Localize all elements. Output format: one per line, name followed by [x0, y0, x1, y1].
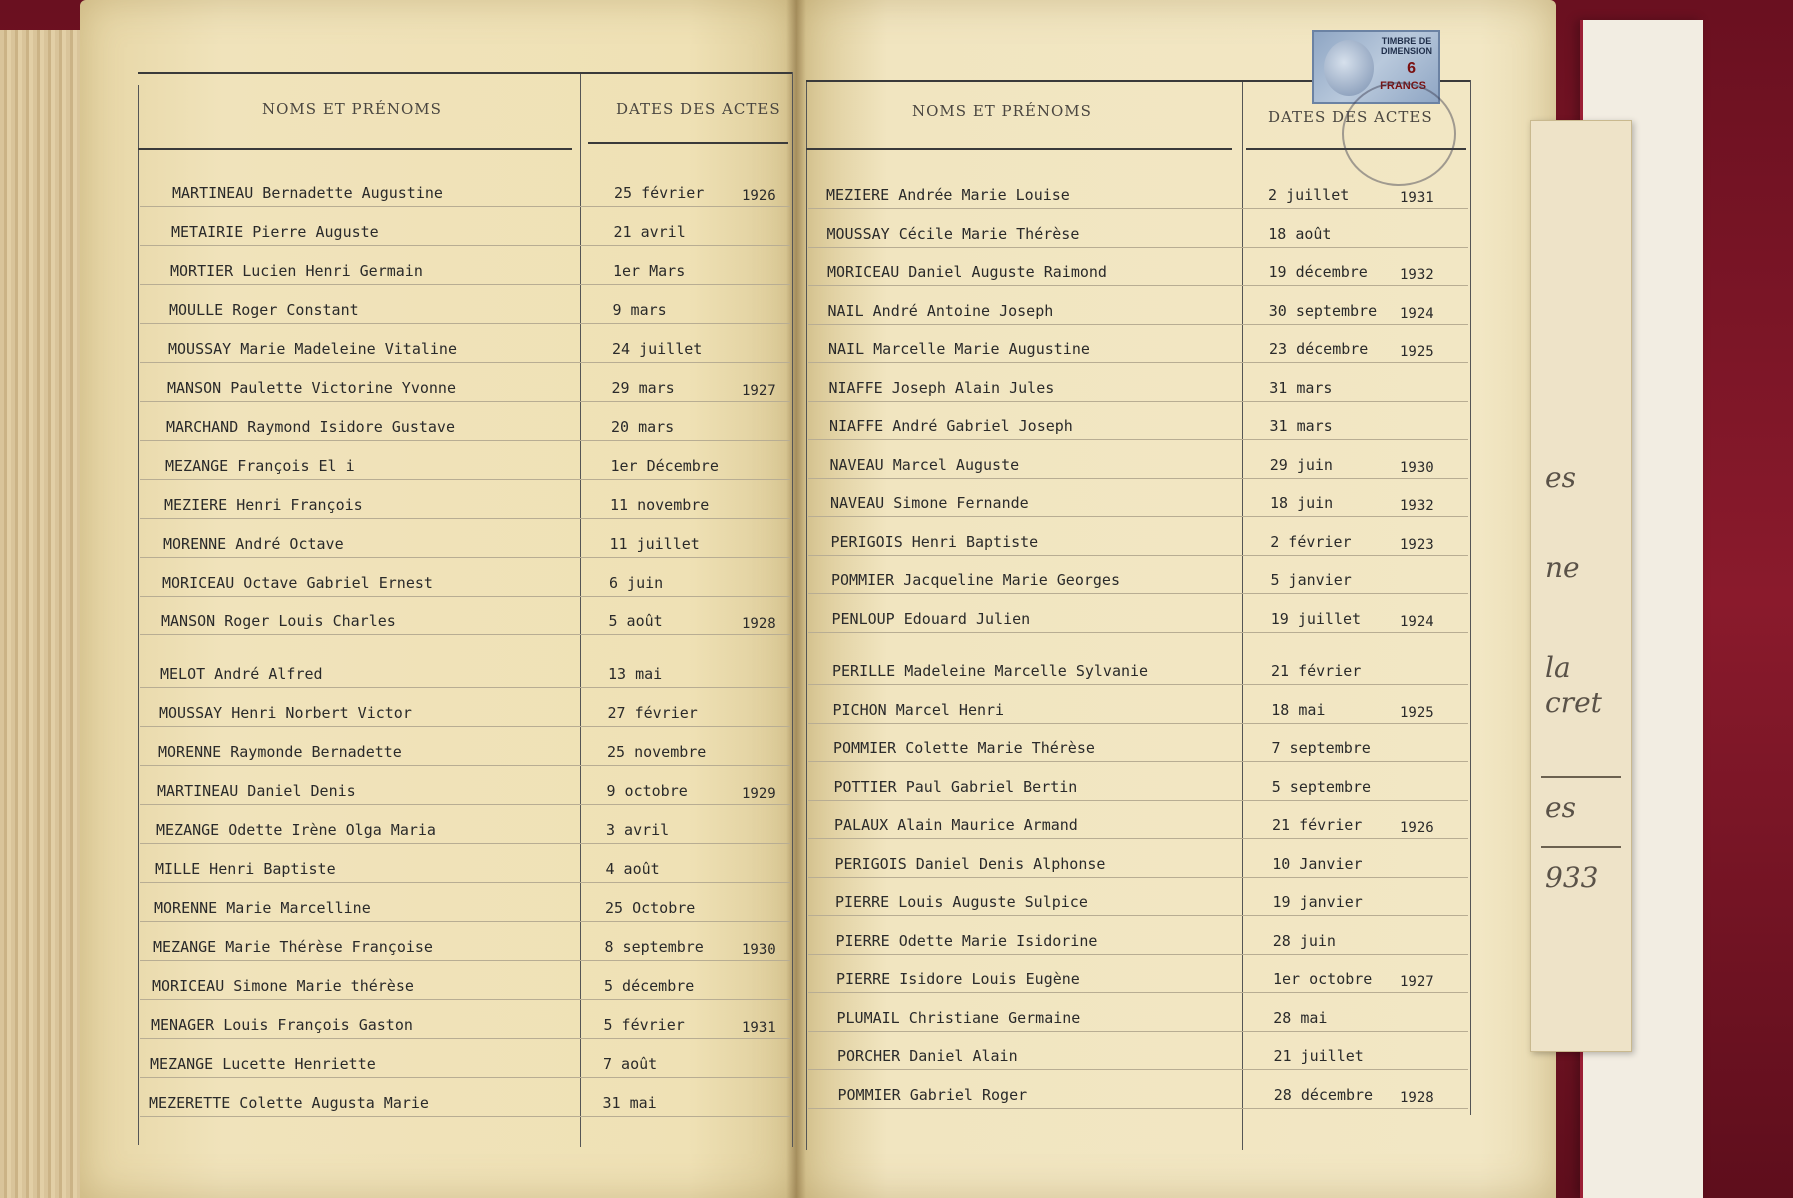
record-year: 1927 [742, 382, 776, 399]
person-name: PERILLE Madeleine Marcelle Sylvanie [832, 662, 1149, 680]
record-date: 1er Décembre [610, 456, 719, 475]
row-rule [808, 247, 1468, 248]
left-border [138, 85, 139, 1145]
row-rule [808, 1069, 1468, 1070]
record-date: 9 octobre [606, 782, 688, 801]
person-name: METAIRIE Pierre Auguste [171, 222, 379, 241]
right-header-names: NOMS ET PRÉNOMS [912, 102, 1092, 120]
person-name: MARTINEAU Daniel Denis [157, 782, 356, 801]
stamp-line1: TIMBRE DE [1381, 36, 1432, 46]
person-name: POMMIER Colette Marie Thérèse [833, 739, 1095, 757]
record-date: 31 mars [1269, 378, 1333, 397]
person-name: NAVEAU Simone Fernande [830, 494, 1029, 512]
record-date: 28 mai [1273, 1008, 1328, 1027]
person-name: POTTIER Paul Gabriel Bertin [833, 777, 1078, 796]
person-name: NIAFFE Joseph Alain Jules [828, 378, 1055, 397]
record-date: 20 mars [611, 417, 675, 436]
person-name: MORENNE Marie Marcelline [154, 899, 371, 918]
record-date: 27 février [607, 704, 698, 723]
row-rule [140, 634, 790, 635]
person-name: MEZANGE Marie Thérèse Françoise [153, 938, 433, 957]
record-date: 2 février [1270, 532, 1352, 551]
row-rule [140, 245, 790, 246]
person-name: MORICEAU Octave Gabriel Ernest [162, 573, 433, 592]
record-date: 7 août [603, 1054, 658, 1073]
marianne-head-icon [1324, 40, 1374, 96]
record-year: 1931 [742, 1019, 776, 1036]
row-rule [808, 401, 1468, 402]
record-date: 21 février [1272, 816, 1363, 834]
row-rule [140, 765, 790, 766]
record-date: 1er Mars [613, 261, 686, 280]
person-name: PALAUX Alain Maurice Armand [834, 816, 1078, 834]
right-header-dates: DATES DES ACTES [1268, 108, 1433, 126]
person-name: PERIGOIS Daniel Denis Alphonse [834, 854, 1106, 873]
person-name: MEZERETTE Colette Augusta Marie [149, 1093, 429, 1112]
row-rule [808, 285, 1468, 286]
row-rule [140, 1038, 790, 1039]
person-name: PORCHER Daniel Alain [837, 1047, 1018, 1065]
row-rule [140, 687, 790, 688]
record-date: 11 juillet [609, 534, 700, 553]
row-rule [140, 804, 790, 805]
record-date: 5 janvier [1270, 571, 1352, 589]
record-year: 1930 [742, 942, 776, 959]
record-date: 24 juillet [612, 339, 703, 358]
row-rule [808, 992, 1468, 993]
record-date: 21 février [1271, 662, 1362, 680]
record-date: 29 mars [611, 378, 675, 397]
row-rule [140, 843, 790, 844]
stamp-line2: DIMENSION [1380, 46, 1432, 56]
row-rule [140, 401, 790, 402]
record-year: 1930 [1400, 459, 1434, 476]
record-year: 1926 [1400, 820, 1434, 836]
record-date: 4 août [605, 860, 660, 879]
record-year: 1931 [1400, 190, 1434, 206]
record-date: 8 septembre [604, 938, 704, 957]
record-year: 1923 [1400, 536, 1434, 553]
right-header-rule-names [806, 148, 1232, 150]
record-date: 29 juin [1269, 455, 1333, 474]
row-rule [808, 1031, 1468, 1032]
person-name: MEZANGE François El i [165, 456, 355, 475]
person-name: PICHON Marcel Henri [832, 700, 1005, 719]
record-date: 5 août [608, 612, 663, 631]
record-date: 13 mai [608, 665, 663, 684]
record-date: 21 avril [613, 222, 686, 241]
record-date: 28 juin [1272, 931, 1336, 950]
page-edges [0, 30, 92, 1198]
record-date: 18 juin [1270, 494, 1334, 512]
row-rule [140, 726, 790, 727]
record-date: 19 janvier [1272, 893, 1363, 911]
person-name: MORENNE Raymonde Bernadette [158, 743, 402, 762]
record-date: 1er octobre [1273, 970, 1373, 988]
row-rule [808, 800, 1468, 801]
record-year: 1929 [742, 786, 776, 803]
row-rule [808, 1108, 1468, 1109]
record-date: 19 décembre [1268, 263, 1368, 281]
row-rule [140, 284, 790, 285]
person-name: PLUMAIL Christiane Germaine [836, 1008, 1081, 1027]
left-top-rule [138, 72, 792, 74]
record-date: 25 novembre [607, 743, 707, 762]
person-name: MEZIERE Henri François [164, 495, 363, 514]
record-date: 5 février [603, 1015, 685, 1034]
person-name: MANSON Roger Louis Charles [161, 612, 396, 631]
row-rule [808, 723, 1468, 724]
row-rule [808, 593, 1468, 594]
person-name: POMMIER Jacqueline Marie Georges [831, 571, 1120, 589]
record-date: 11 novembre [610, 495, 710, 514]
record-date: 25 Octobre [605, 899, 696, 918]
right-column-divider [1242, 80, 1243, 1150]
record-date: 18 août [1268, 224, 1332, 243]
record-date: 31 mars [1269, 417, 1333, 435]
row-rule [140, 479, 790, 480]
row-rule [808, 684, 1468, 685]
person-name: MARTINEAU Bernadette Augustine [172, 184, 443, 202]
person-name: MOUSSAY Cécile Marie Thérèse [826, 224, 1080, 243]
record-year: 1927 [1400, 974, 1434, 990]
person-name: NIAFFE André Gabriel Joseph [829, 417, 1073, 435]
record-year: 1924 [1400, 613, 1434, 630]
row-rule [808, 555, 1468, 556]
row-rule [808, 362, 1468, 363]
record-year: 1925 [1400, 704, 1434, 721]
row-rule [140, 362, 790, 363]
row-rule [140, 557, 790, 558]
person-name: NAIL Marcelle Marie Augustine [828, 340, 1090, 358]
record-date: 19 juillet [1270, 609, 1362, 628]
right-left-border [806, 80, 807, 1150]
person-name: POMMIER Gabriel Roger [837, 1085, 1028, 1104]
left-header-rule-names [138, 148, 572, 150]
person-name: MARCHAND Raymond Isidore Gustave [166, 417, 455, 436]
row-rule [808, 761, 1468, 762]
row-rule [140, 323, 790, 324]
person-name: MEZANGE Odette Irène Olga Maria [156, 821, 436, 840]
row-rule [140, 960, 790, 961]
record-date: 7 septembre [1271, 739, 1371, 757]
record-date: 18 mai [1271, 700, 1326, 719]
row-rule [808, 877, 1468, 878]
row-rule [140, 1077, 790, 1078]
record-year: 1928 [742, 616, 776, 633]
postmark-circle-icon [1342, 82, 1456, 186]
record-date: 10 Janvier [1272, 854, 1363, 873]
row-rule [808, 478, 1468, 479]
record-date: 30 septembre [1268, 301, 1378, 320]
row-rule [808, 439, 1468, 440]
record-date: 28 décembre [1273, 1085, 1374, 1104]
record-date: 25 février [614, 184, 705, 202]
record-year: 1926 [742, 188, 776, 204]
record-year: 1928 [1400, 1089, 1434, 1106]
row-rule [808, 208, 1468, 209]
row-rule [140, 882, 790, 883]
left-header-dates: DATES DES ACTES [616, 100, 781, 118]
book-gutter [786, 0, 806, 1198]
row-rule [140, 518, 790, 519]
person-name: MORTIER Lucien Henri Germain [170, 261, 423, 280]
person-name: MORICEAU Simone Marie thérèse [152, 977, 414, 995]
record-date: 9 mars [612, 300, 667, 319]
record-date: 3 avril [606, 821, 670, 840]
row-rule [140, 206, 790, 207]
person-name: NAVEAU Marcel Auguste [829, 455, 1020, 474]
record-date: 6 juin [609, 573, 664, 592]
row-rule [140, 921, 790, 922]
row-rule [808, 838, 1468, 839]
record-year: 1932 [1400, 498, 1434, 514]
right-right-border [1470, 80, 1471, 1115]
record-year: 1932 [1400, 267, 1434, 283]
row-rule [808, 915, 1468, 916]
record-date: 31 mai [602, 1093, 657, 1112]
person-name: MENAGER Louis François Gaston [151, 1015, 413, 1034]
person-name: PIERRE Isidore Louis Eugène [836, 970, 1080, 988]
person-name: MORENNE André Octave [163, 534, 344, 553]
row-rule [140, 440, 790, 441]
person-name: MEZIERE Andrée Marie Louise [826, 186, 1070, 204]
record-date: 2 juillet [1268, 186, 1350, 204]
person-name: NAIL André Antoine Joseph [827, 301, 1054, 320]
row-rule [808, 324, 1468, 325]
record-date: 21 juillet [1273, 1047, 1364, 1065]
row-rule [808, 632, 1468, 633]
record-date: 23 décembre [1269, 340, 1369, 358]
person-name: MOUSSAY Henri Norbert Victor [159, 704, 412, 723]
person-name: MOUSSAY Marie Madeleine Vitaline [168, 339, 457, 358]
person-name: MOULLE Roger Constant [169, 300, 359, 319]
person-name: MANSON Paulette Victorine Yvonne [167, 378, 456, 397]
record-year: 1924 [1400, 305, 1434, 322]
row-rule [140, 596, 790, 597]
left-right-border [792, 72, 793, 1147]
person-name: MELOT André Alfred [160, 665, 323, 684]
person-name: MEZANGE Lucette Henriette [150, 1054, 376, 1073]
row-rule [140, 999, 790, 1000]
left-header-rule-dates [588, 142, 788, 144]
person-name: PIERRE Louis Auguste Sulpice [835, 893, 1088, 911]
record-date: 5 septembre [1271, 777, 1372, 796]
inserted-sheet: es ne la cret es 933 [1530, 120, 1632, 1052]
record-year: 1925 [1400, 344, 1434, 360]
person-name: MORICEAU Daniel Auguste Raimond [827, 263, 1107, 281]
stamp-value: 6 [1407, 60, 1416, 77]
stamp-unit: FRANCS [1380, 80, 1426, 92]
person-name: PIERRE Odette Marie Isidorine [835, 931, 1098, 950]
left-header-names: NOMS ET PRÉNOMS [262, 100, 442, 118]
person-name: PENLOUP Edouard Julien [831, 609, 1031, 628]
row-rule [808, 516, 1468, 517]
person-name: MILLE Henri Baptiste [155, 860, 336, 879]
person-name: PERIGOIS Henri Baptiste [830, 532, 1039, 551]
row-rule [140, 1116, 790, 1117]
row-rule [808, 954, 1468, 955]
left-column-divider [580, 72, 581, 1147]
record-date: 5 décembre [604, 977, 695, 995]
